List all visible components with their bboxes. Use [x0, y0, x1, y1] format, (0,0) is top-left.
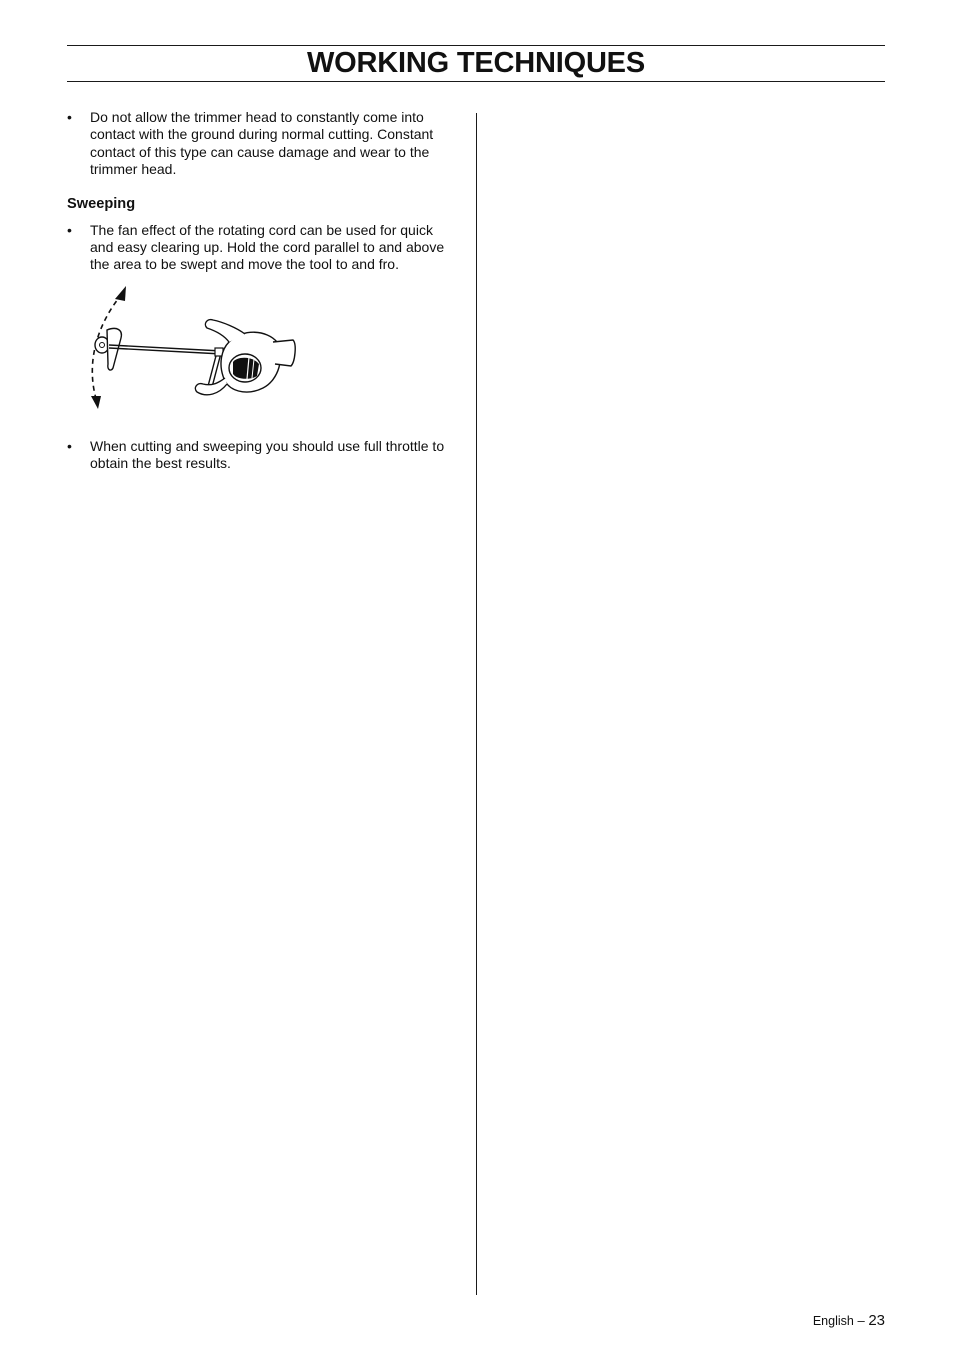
header-bottom-rule: [67, 81, 885, 82]
page-title: WORKING TECHNIQUES: [307, 47, 645, 79]
footer-page-number: 23: [868, 1312, 885, 1329]
bullet-trimmer-head-contact: [67, 109, 459, 179]
page-footer: [813, 1311, 885, 1331]
bullet-text: When cutting and sweeping you should use full throttle to obtain the best results.: [90, 437, 445, 472]
bullet-marker: •: [67, 437, 72, 454]
bullet-full-throttle: [67, 438, 459, 473]
section-heading-sweeping: Sweeping: [67, 195, 136, 212]
bullet-text: The fan effect of the rotating cord can be used for quick and easy clearing up. Hold the cord parallel to and above the area to be swept and move the tool to and fro.: [90, 221, 445, 273]
footer-separator: –: [857, 1313, 865, 1328]
left-column: [67, 109, 459, 473]
footer-language: English: [812, 1314, 854, 1328]
sweeping-illustration: [67, 284, 307, 426]
operator-backpack: [273, 340, 295, 366]
arrow-down-icon: [91, 396, 101, 409]
column-divider: [476, 113, 477, 1295]
trimmer-shaft: [109, 345, 222, 351]
trimmer-guard: [107, 328, 121, 370]
arrow-up-icon: [115, 286, 126, 301]
bullet-fan-effect: [67, 222, 459, 274]
operator-arm-lower: [195, 378, 227, 395]
bullet-marker: •: [67, 109, 72, 125]
bullet-marker: •: [67, 221, 72, 238]
bullet-text: Do not allow the trimmer head to constantly come into contact with the ground during normal cutting. Constant contact of this type can cause damage and wear to the trimmer head.: [90, 109, 434, 178]
